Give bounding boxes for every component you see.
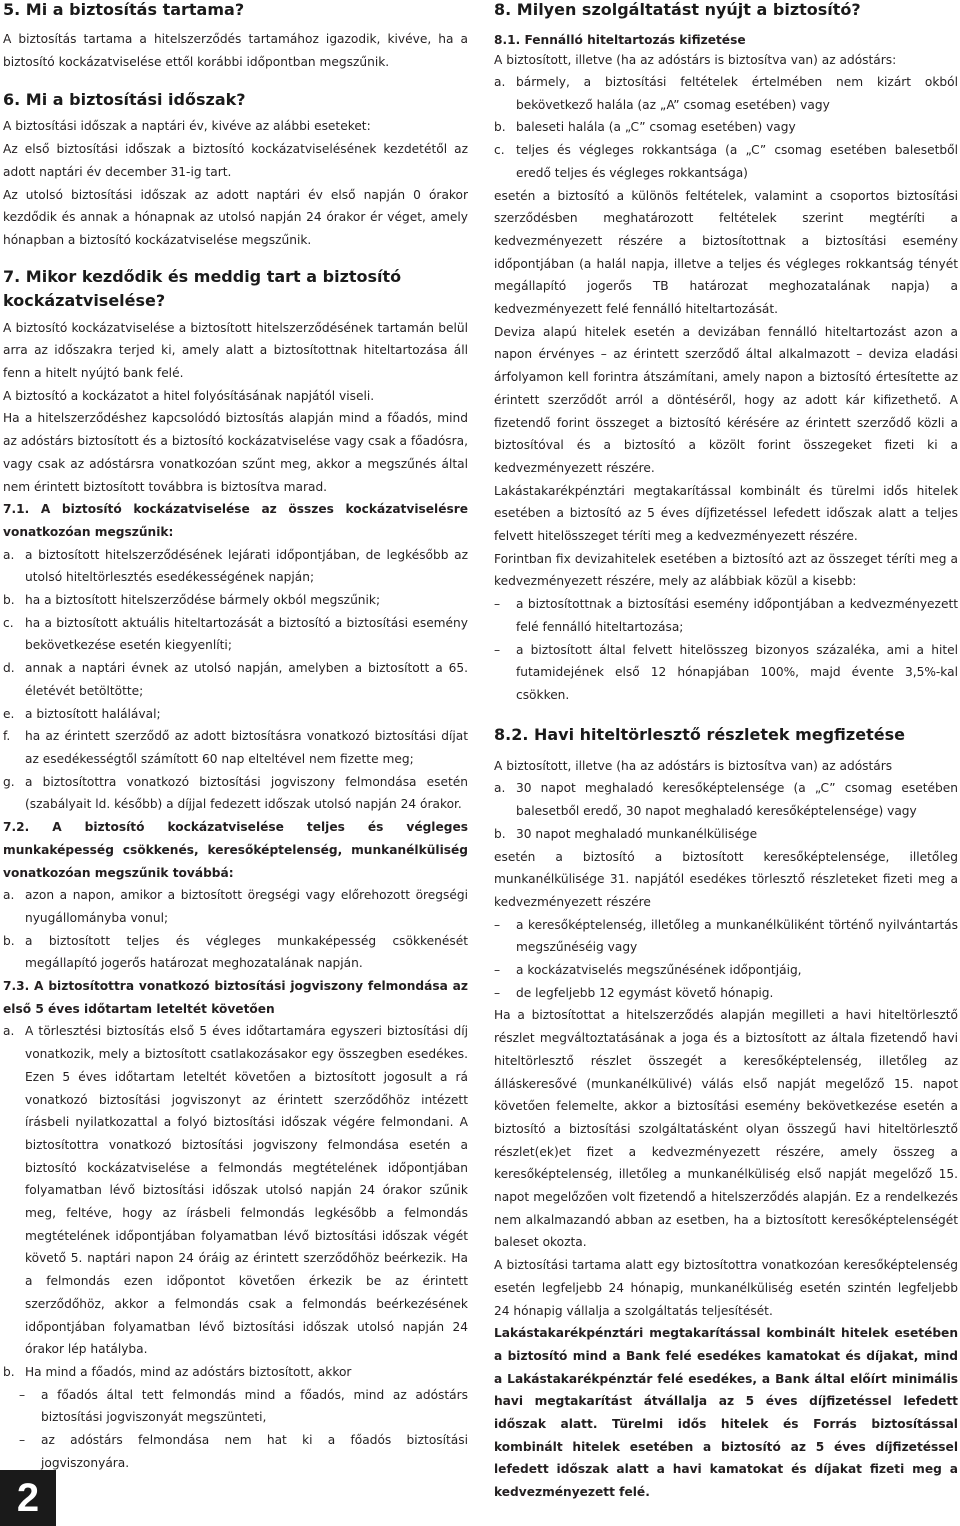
list-item	[3, 725, 468, 770]
list-item	[3, 612, 468, 657]
dash-list-item	[494, 593, 958, 638]
dash-list-item-text: a kockázatviselés megszűnésének időpontjáig,	[516, 963, 802, 978]
list-item	[3, 884, 468, 929]
dash-marker: –	[494, 597, 501, 612]
section-6-first-period: Az első biztosítási időszak a biztosító kockázatviselésének kezdetétől az adott naptári év december 31-ig tart.	[3, 142, 468, 179]
section-5-text: A biztosítás tartama a hitelszerződés tartamához igazodik, kivéve, ha a biztosító kockázatviselése ettől korábbi időpontban megszűnik.	[3, 32, 468, 69]
list-item	[3, 657, 468, 702]
list-marker: c.	[3, 615, 14, 630]
list-marker: a.	[3, 888, 15, 903]
section-7-title: 7. Mikor kezdődik és meddig tart a biztosító kockázatviselése?	[3, 266, 402, 310]
list-item	[3, 771, 468, 816]
list-item-text: azon a napon, amikor a biztosított öregségi vagy előrehozott öregségi nyugállományba vonul;	[25, 888, 468, 925]
list-item-text: teljes és végleges rokkantsága (a „C” csomag esetében balesetből eredő teljes és végleges rokkantsága)	[516, 143, 958, 180]
list-item-text: a biztosított teljes és végleges munkaképesség csökkenését megállapító jogerős határozat meghozatalának napján.	[25, 933, 468, 971]
list-marker: b.	[3, 1364, 15, 1379]
section-8-1-dash-list	[494, 593, 958, 707]
list-marker: d.	[3, 661, 15, 676]
list-item-text: 30 napot meghaladó keresőképtelensége (a „C” csomag esetében balesetből eredő, 30 napot meghaladó keresőképtelensége) vagy	[516, 781, 958, 819]
section-7-3-title: 7.3. A biztosítottra vonatkozó biztosítási jogviszony felmondása az első 5 éves időtartam leteltét követően	[3, 979, 468, 1016]
list-item	[494, 777, 958, 822]
list-item-text: baleseti halála (a „C” csomag esetében) vagy	[516, 120, 796, 135]
list-item	[3, 544, 468, 589]
section-7-3-dash-list	[19, 1384, 468, 1475]
dash-list-item-text: a keresőképtelenség, illetőleg a munkanélküliként történő nyilvántartás megszűnéséig vagy	[516, 917, 958, 955]
dash-list-item-text: az adóstárs felmondása nem hat ki a főadós biztosítási jogviszonyára.	[41, 1433, 468, 1470]
list-item-text: a biztosítottra vonatkozó biztosítási jogviszony felmondása esetén (szabályait ld. később) a díjjal fedezett időszak utolsó napján 24 órakor.	[25, 774, 468, 812]
dash-marker: –	[494, 985, 501, 1000]
dash-list-item	[19, 1384, 468, 1429]
section-8-2-title: 8.2. Havi hiteltörlesztő részletek megfizetése	[494, 724, 905, 744]
section-8-1-intro: A biztosított, illetve (ha az adóstárs is biztosítva van) az adóstárs:	[494, 53, 897, 67]
dash-list-item	[494, 639, 958, 707]
page-number: 2	[0, 1470, 56, 1526]
list-item	[3, 930, 468, 975]
dash-marker: –	[494, 963, 501, 978]
list-marker: b.	[494, 120, 506, 135]
list-marker: a.	[494, 75, 506, 89]
section-7-text-1: A biztosító kockázatviselése a biztosított hitelszerződésének tartamán belül arra az időszakra terjed ki, amely alatt a biztosítottnak hiteltartozása áll fenn a hitelt nyújtó bank felé.	[3, 320, 468, 381]
dash-marker: –	[494, 917, 501, 932]
list-item	[3, 1020, 468, 1361]
dash-list-item	[494, 914, 958, 959]
section-8-1-text-1: esetén a biztosító a különös feltételek, valamint a csoportos biztosítási szerződésben meghatározott feltételek szerint megtéríti a kedvezményezett részére a biztosítottnak a biztosítási esemény időpontjában (a halál napja, illetve a teljes és végleges rokkantság tényét megállapító jogerős TB határozat meghozatalának napja) a kedvezményezett felé fennálló hiteltartozását.	[494, 188, 958, 317]
section-6-title: 6. Mi a biztosítási időszak?	[3, 90, 246, 110]
list-item	[494, 116, 958, 139]
list-item	[3, 1361, 468, 1384]
section-8-2-text-1: esetén a biztosító a biztosított keresőképtelensége, illetőleg munkanélkülisége 31. napjától esedékes törlesztő részleteket fizeti meg a kedvezményezett részére	[494, 849, 958, 909]
dash-marker: –	[494, 642, 501, 657]
list-marker: a.	[3, 1024, 15, 1039]
section-6-last-period: Az utolsó biztosítási időszak az adott naptári év első napján 0 órakor kezdődik és annak a hónapnak az utolsó napján 24 órakor ér véget, amely hónapban a biztosító kockázatviselése megszűnik.	[3, 187, 468, 247]
list-item-text: ha a biztosított aktuális hiteltartozását a biztosító a biztosítási esemény bekövetkezése esetén kiegyenlíti;	[25, 615, 468, 653]
section-7-1-title: 7.1. A biztosító kockázatviselése az összes kockázatviselésre vonatkozóan megszűnik:	[3, 502, 468, 539]
list-marker: c.	[494, 143, 505, 158]
list-item-text: 30 napot meghaladó munkanélkülisége	[516, 826, 758, 841]
dash-list-item	[494, 982, 958, 1005]
section-5-title: 5. Mi a biztosítás tartama?	[3, 0, 245, 19]
dash-marker: –	[19, 1387, 26, 1402]
list-item-text: ha a biztosított hitelszerződése bármely okból megszűnik;	[25, 593, 381, 608]
section-8-2-text-2: Ha a biztosítottat a hitelszerződés alapján megilleti a havi hiteltörlesztő részlet megváltoztatásának a joga és a biztosított az általa fizetendő havi hiteltörlesztő részlet összegét a keresőképtelenség, illetőleg az álláskeresővé (munkanélkülivé) válás első napját megelőző 15. napot követően felemelte, akkor a biztosítási esemény bekövetkezése esetén a biztosító a biztosítási szolgáltatásként olyan összegű havi hiteltörlesztő részlet(ek)et fizet a kedvezményezett részére, amely összeg a keresőképtelenség, illetőleg a munkanélküliség első napját megelőző 15. napot megelőzően volt fizetendő a hitelszerződés alapján. Ez a rendelkezés nem alkalmazandó abban az esetben, ha a biztosított keresőképtelenségét baleset okozta.	[494, 1008, 958, 1250]
list-item	[494, 823, 958, 846]
section-7-text-2: A biztosító a kockázatot a hitel folyósításának napjától viseli.	[3, 388, 375, 403]
dash-marker: –	[19, 1433, 26, 1448]
list-marker: b.	[494, 826, 506, 841]
dash-list-item-text: a biztosított által felvett hitelösszeg bizonyos százaléka, ami a hitel futamidejének első 12 hónapjában 100%, majd évente 3,5%-kal csökken.	[516, 642, 958, 702]
section-7-1-list	[3, 544, 468, 816]
section-8-2-text-4: Lakástakarékpénztári megtakarítással kombinált hitelek esetében a biztosító mind a Bank felé esedékes kamatokat és díjakat, mind a Lakástakarékpénztár felé esedékes, a Bank által előírt minimális havi megtakarítást átvállalja az 5 éves díjfizetéssel lefedett időszak alatt. Türelmi idős hitelek és Forrás biztosítással kombinált hitelek esetében a biztosító az 5 éves díjfizetéssel lefedett időszak alatt a havi kamatokat és díjakat fizeti meg a kedvezményezett felé.	[494, 1326, 958, 1500]
section-8-2-text-3: A biztosítási tartama alatt egy biztosítottra vonatkozóan keresőképtelenség esetén legfeljebb 24 hónapig, munkanélküliség esetén szintén legfeljebb 24 hónapig vállalja a szolgáltatás teljesítését.	[494, 1258, 958, 1318]
dash-list-item	[494, 959, 958, 982]
dash-list-item-text: a biztosítottnak a biztosítási esemény időpontjában a kedvezményezett felé fennálló hiteltartozása;	[516, 597, 958, 634]
section-8-1-text-3: Lakástakarékpénztári megtakarítással kombinált és türelmi idős hitelek esetében a biztosító az 5 éves díjfizetéssel lefedett időszak alatt a teljes felvett hitelösszeget téríti meg a kedvezményezett részére.	[494, 483, 958, 544]
section-7-text-3: Ha a hitelszerződéshez kapcsolódó biztosítás alapján mind a főadós, mind az adóstárs biztosított és a biztosító kockázatviselése vagy csak a főadósra, vagy csak az adóstársra vonatkozóan szűnt meg, akkor a megszűnés által nem érintett biztosított továbbra is biztosítva marad.	[3, 411, 468, 494]
section-8-2-intro: A biztosított, illetve (ha az adóstárs is biztosítva van) az adóstárs	[494, 758, 893, 773]
list-item-text: annak a naptári évnek az utolsó napján, amelyben a biztosított a 65. életévét betöltötte;	[25, 661, 468, 698]
dash-list-item-text: a főadós által tett felmondás mind a főadós, mind az adóstárs biztosítási jogviszonyát megszünteti,	[41, 1387, 468, 1425]
section-8-1-text-4: Forintban fix devizahitelek esetében a biztosító azt az összeget téríti meg a kedvezményezett részére, mely az alábbiak közül a kisebb:	[494, 551, 958, 589]
section-8-2-dash-list	[494, 914, 958, 1005]
list-marker: a.	[3, 547, 15, 562]
list-item-text: a biztosított hitelszerződésének lejárati időpontjában, de legkésőbb az utolsó hiteltörlesztés esedékességének napján;	[25, 547, 468, 585]
list-marker: b.	[3, 933, 15, 948]
list-item	[494, 139, 958, 184]
list-item-text: bármely, a biztosítási feltételek értelmében nem kizárt okból bekövetkező halála (az „A” csomag esetében) vagy	[516, 75, 958, 112]
section-8-1-list	[494, 71, 958, 185]
list-item	[3, 589, 468, 612]
list-marker: g.	[3, 774, 15, 789]
list-marker: f.	[3, 729, 11, 744]
list-item-text: A törlesztési biztosítás első 5 éves időtartamára egyszeri biztosítási díj vonatkozik, mely a biztosított csatlakozásakor egy összegben esedékes. Ezen 5 éves időtartam leteltét követően a biztosított jogosult a rá vonatkozó biztosítási jogviszonyt az érintett szerződőhöz intézett írásbeli nyilatkozattal a folyó biztosítási időszak végére felmondani. A biztosítottra vonatkozó biztosítási jogviszony felmondása esetén a biztosító kockázatviselése a felmondás megtételének időpontjában folyamatban lévő biztosítási időszak utolsó napján 24 órakor szűnik meg, feltéve, hogy az írásbeli felmondás legkésőbb a felmondás megtételének időpontjában folyamatban lévő biztosítási időszak végét követő 5. naptári napon 24 óráig az érintett szerződőhöz beérkezik. Ha a felmondás ezen időpontot követően érkezik be az érintett szerződőhöz, akkor a felmondás csak a felmondás beérkezésének időpontjában folyamatban lévő biztosítási időszak utolsó napján 24 órakor lép hatályba.	[25, 1024, 468, 1357]
list-item-text: ha az érintett szerződő az adott biztosításra vonatkozó biztosítási díjat az esedékességtől számított 60 nap elteltével nem fizette meg;	[25, 729, 468, 766]
dash-list-item-text: de legfeljebb 12 egymást követő hónapig.	[516, 985, 774, 1000]
section-8-1-text-2: Deviza alapú hitelek esetén a devizában fennálló hiteltartozást azon a napon érvényes – az érintett szerződő által alkalmazott – deviza eladási árfolyamon kell forintra átszámítani, amely napon a biztosító értesítette az érintett szerződőt arról a döntéséről, hogy az adott kár kifizethető. A fizetendő forint összeget a biztosító kérésére az érintett szerződő közli a biztosítóval és a biztosító a közölt forint összegeket fizeti ki a kedvezményezett részére.	[494, 324, 958, 475]
list-marker: e.	[3, 706, 15, 721]
list-item-text: a biztosított halálával;	[25, 706, 161, 721]
section-8-1-title: 8.1. Fennálló hiteltartozás kifizetése	[494, 33, 746, 47]
dash-list-item	[19, 1429, 468, 1474]
section-8-2-list	[494, 777, 958, 845]
list-marker: a.	[494, 781, 506, 796]
left-column	[3, 0, 468, 1474]
list-item	[3, 703, 468, 726]
list-item-text: Ha mind a főadós, mind az adóstárs biztosított, akkor	[25, 1364, 352, 1379]
section-7-2-title: 7.2. A biztosító kockázatviselése teljes és végleges munkaképesség csökkenés, keresőképtelenség, munkanélküliség vonatkozóan megszűnik továbbá:	[3, 820, 468, 880]
section-6-intro: A biztosítási időszak a naptári év, kivéve az alábbi eseteket:	[3, 119, 371, 134]
list-item	[494, 71, 958, 116]
section-8-title: 8. Milyen szolgáltatást nyújt a biztosító?	[494, 0, 861, 19]
right-column	[494, 0, 958, 1504]
list-marker: b.	[3, 593, 15, 608]
section-7-2-list	[3, 884, 468, 975]
